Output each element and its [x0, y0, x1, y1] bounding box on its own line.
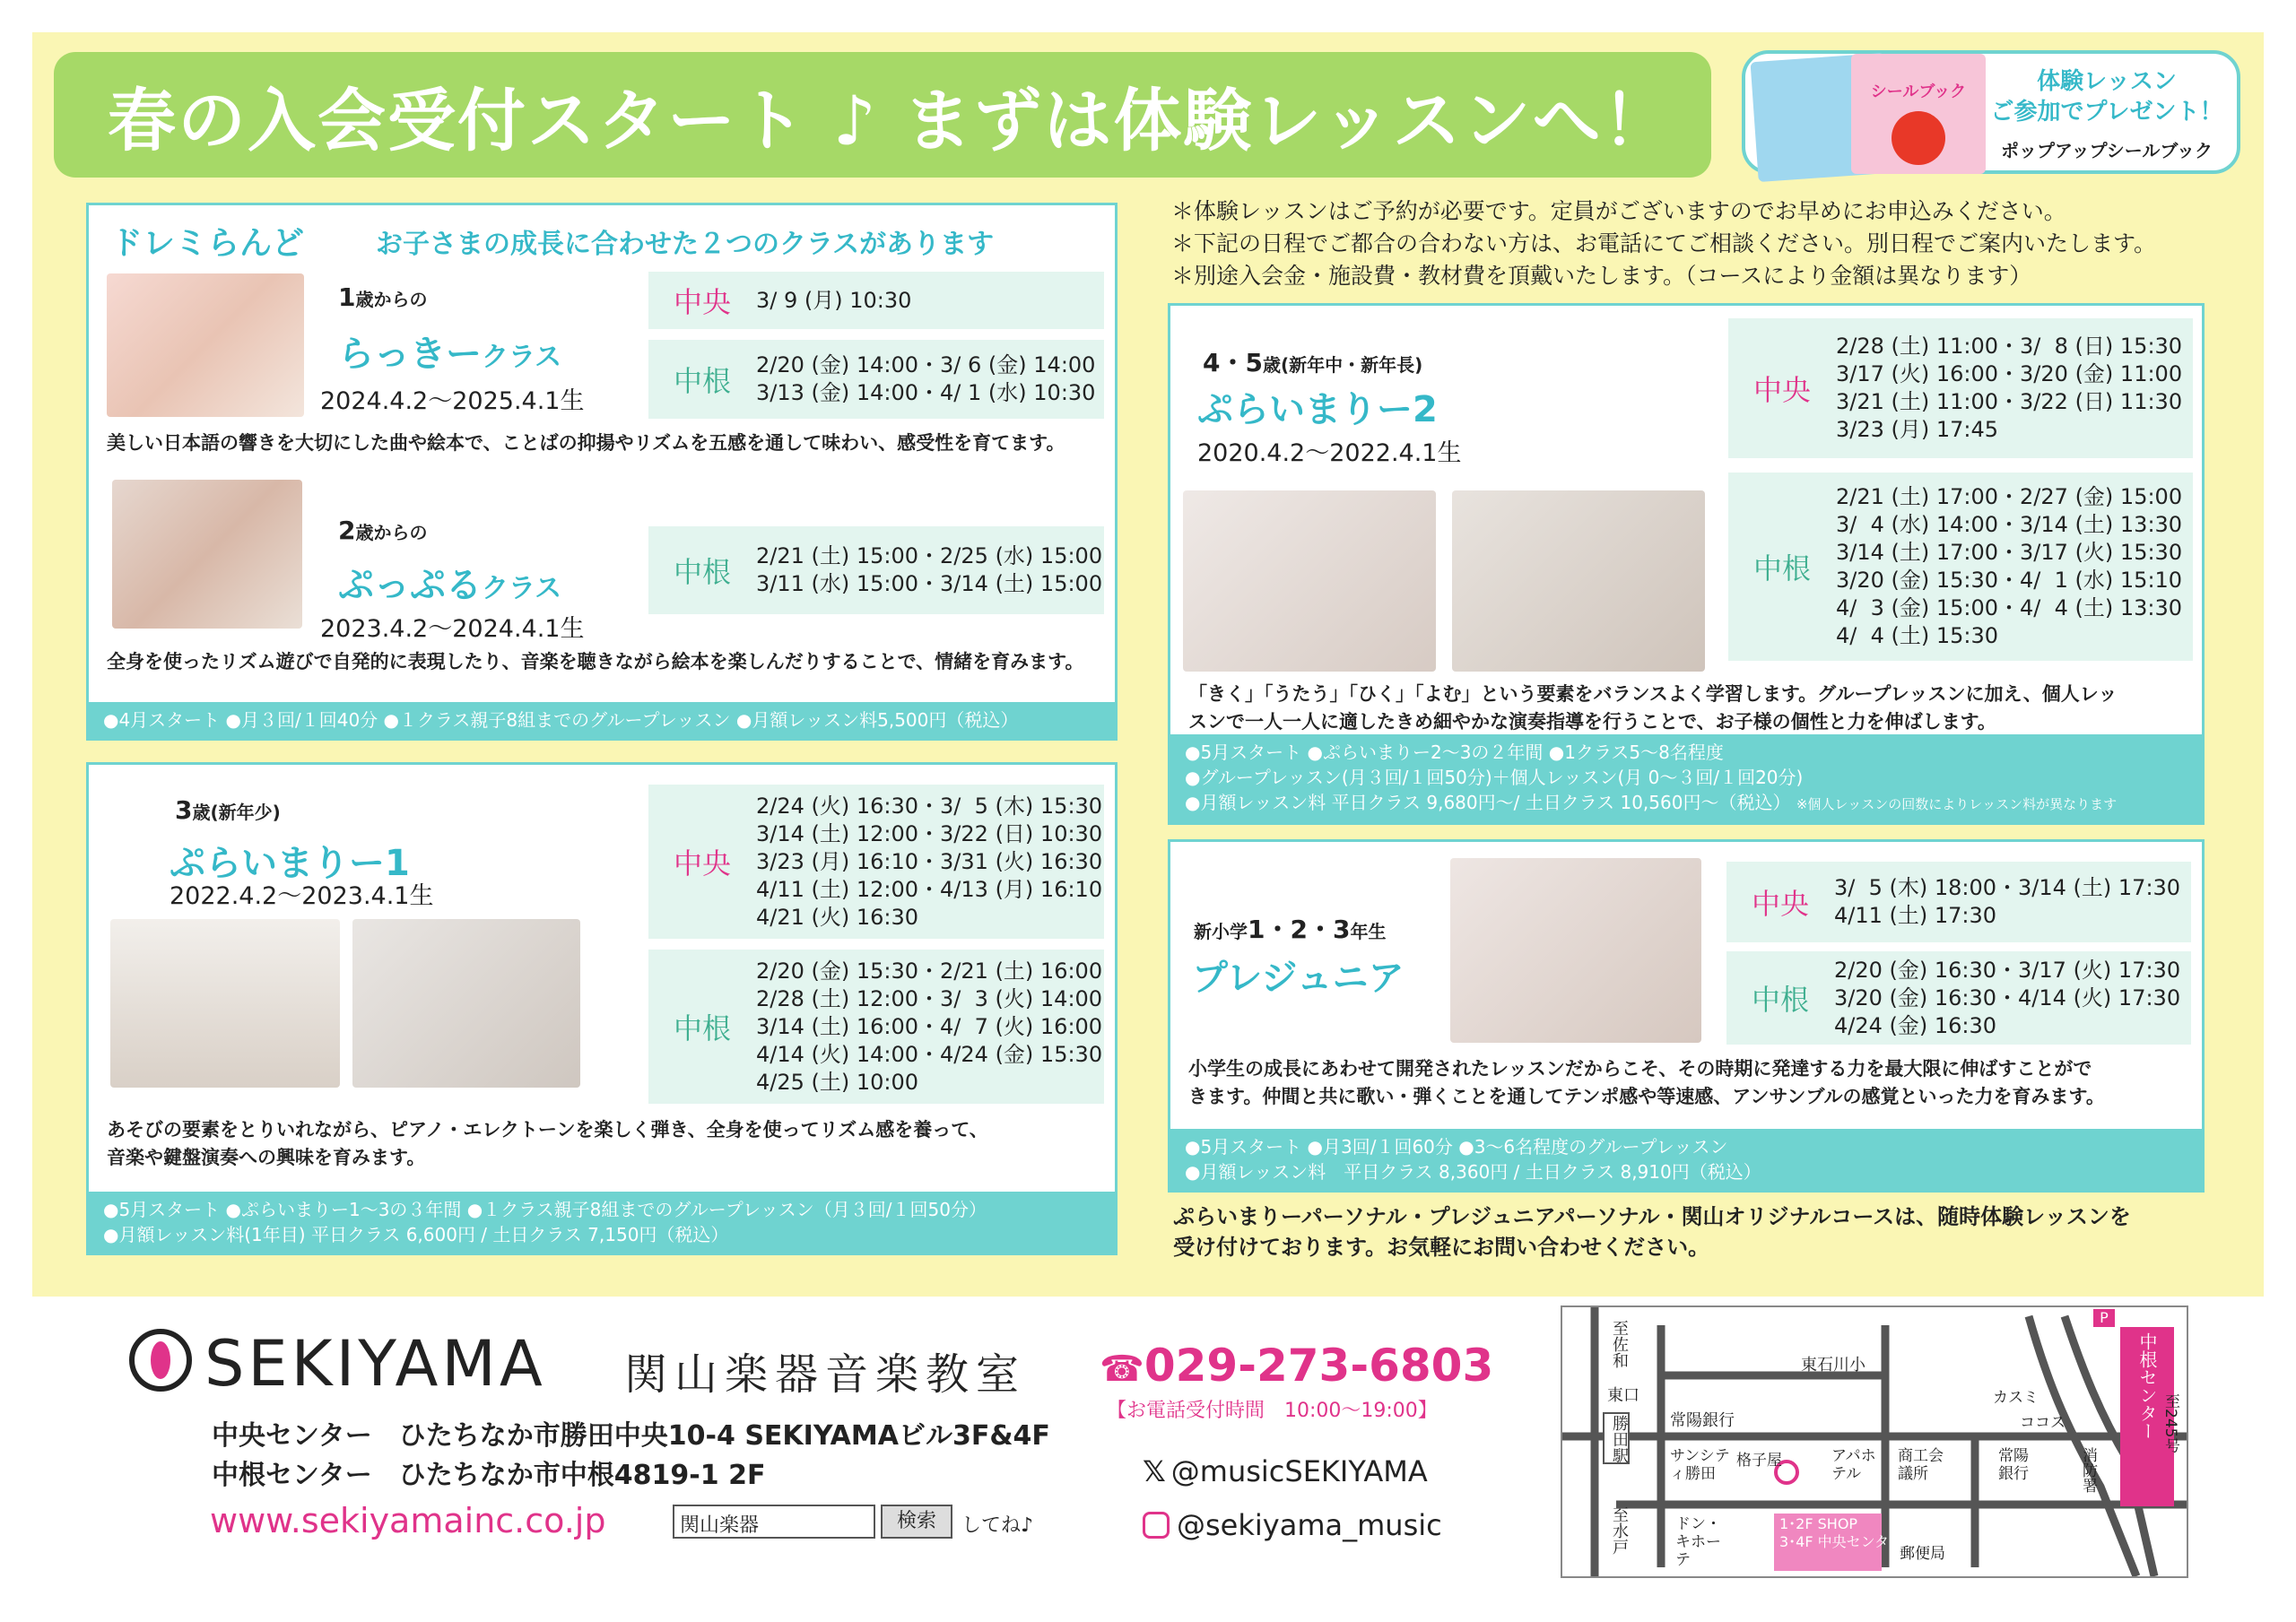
puppuru-desc: 全身を使ったリズム遊びで自発的に表現したり、音楽を聴きながら絵本を楽しんだりすることで、情緒を育みます。 — [107, 651, 1084, 672]
lucky-age: 1歳からの — [338, 282, 428, 312]
pj-footer: ●5月スタート ●月3回/１回60分 ●3〜6名程度のグループレッスン ●月額レッスン料 平日クラス 8,360円 / 土日クラス 8,910円（税込） — [1170, 1129, 2202, 1190]
doremi-footer: ●4月スタート ●月３回/１回40分 ●１クラス親子8組までのグループレッスン ●月額レッスン料5,500円（税込） — [89, 702, 1115, 738]
gift-box — [1742, 50, 2240, 174]
apple-icon — [1892, 111, 1945, 165]
map-kasumi: カスミ — [1993, 1389, 2039, 1407]
lucky-dates-nakane: 2/20 (金) 14:00・3/ 6 (金) 14:00 3/13 (金) 14:00・4/ 1 (水) 10:30 — [756, 352, 1096, 405]
map-shoko: 商工会議所 — [1898, 1447, 1944, 1483]
instagram-account[interactable]: @sekiyama_music — [1143, 1508, 1442, 1542]
map-suncity: サンシティ勝田 — [1670, 1447, 1730, 1483]
lucky-schedule-nakane — [648, 340, 1104, 419]
p2-schedule-nakane — [1728, 473, 2193, 661]
map-cocos: ココス — [2020, 1414, 2066, 1432]
website-link[interactable]: www.sekiyamainc.co.jp — [210, 1501, 606, 1540]
p2-desc: 「きく」「うたう」「ひく」「よむ」という要素をバランスよく学習します。グループレッスンに加え、個人レッ スンで一人一人に適したきめ細やかな演奏指導を行うことで、お子様の個性と力を伸ばします。 — [1188, 683, 2118, 733]
note-3: ＊別途入会金・施設費・教材費を頂戴いたします。（コースにより金額は異なります） — [1171, 263, 2032, 289]
search-button[interactable]: 検索 — [881, 1505, 952, 1539]
puppuru-age: 2歳からの — [338, 516, 428, 545]
p1-footer: ●5月スタート ●ぷらいまりー1〜3の３年間 ●１クラス親子8組までのグループレッスン（月３回/１回50分） ●月額レッスン料(1年目) 平日クラス 6,600円 / 土日クラス 7,150円（税込） — [89, 1192, 1115, 1253]
p1-schedule-nakane — [648, 950, 1104, 1104]
p2-schedule-chuo — [1728, 318, 2193, 458]
prejunior-card — [1168, 839, 2205, 1193]
phone-hours: 【お電話受付時間 10:00〜19:00】 — [1107, 1400, 1438, 1422]
center-nakane: 中根センター ひたちなか市中根4819-1 2F — [212, 1460, 766, 1491]
map-donki: ドン・キホーテ — [1675, 1515, 1721, 1569]
photo-puppuru — [112, 480, 302, 629]
brand-name: SEKIYAMA — [204, 1327, 546, 1401]
p2-footer-1: ●5月スタート ●ぷらいまりー2〜3の２年間 ●1クラス5〜8名程度 — [1185, 742, 1724, 763]
access-map — [1561, 1305, 2188, 1578]
p1-age: 3歳(新年少) — [175, 795, 281, 825]
photo-p1-piano — [352, 919, 580, 1088]
pj-age: 新小学1・2・3年生 — [1194, 915, 1387, 944]
puppuru-birth: 2023.4.2〜2024.4.1生 — [320, 615, 585, 643]
loc-label: 中根 — [673, 1011, 731, 1045]
photo-p1-group — [110, 919, 340, 1088]
lucky-dates-chuo: 3/ 9 (月) 10:30 — [756, 287, 912, 313]
lucky-birth: 2024.4.2〜2025.4.1生 — [320, 387, 585, 415]
loc-label: 中央 — [673, 846, 731, 880]
p2-dates-chuo: 2/28 (土) 11:00・3/ 8 (日) 15:30 3/17 (火) 16:00・3/20 (金) 11:00 3/21 (土) 11:00・3/22 (日) 11:30 3/23 (月) 17:45 — [1836, 334, 2183, 442]
p2-footer — [1170, 734, 2202, 822]
doremi-title: ドレミらんど — [110, 225, 305, 262]
loc-label: 中央 — [1752, 373, 1811, 407]
p1-dates-nakane: 2/20 (金) 15:30・2/21 (土) 16:00 2/28 (土) 12:00・3/ 3 (火) 14:00 3/14 (土) 16:00・4/ 7 (火) 16:00 4/14 (火) 14:00・4/24 (金) 15:30 4/25 (土) 10:00 — [756, 958, 1103, 1095]
loc-label: 中根 — [1751, 983, 1809, 1017]
p1-schedule-chuo — [648, 785, 1104, 939]
map-nakane-center: 中根センター — [2136, 1332, 2158, 1440]
map-higashi: 東石川小 — [1801, 1356, 1866, 1375]
gift-text — [1986, 66, 2228, 127]
photo-pj-piano — [1450, 858, 1701, 1043]
map-kooshi: 格子屋 — [1736, 1452, 1782, 1470]
primary2-card — [1168, 303, 2205, 825]
photo-p2-piano — [1183, 490, 1436, 672]
loc-label: 中根 — [673, 364, 731, 398]
center-chuo: 中央センター ひたちなか市勝田中央10-4 SEKIYAMAビル3F&4F — [212, 1420, 1050, 1452]
pj-schedule-chuo — [1726, 862, 2191, 942]
instagram-icon — [1143, 1512, 1170, 1539]
note-2: ＊下記の日程でご都合の合わない方は、お電話にてご相談ください。別日程でご案内いたします。 — [1171, 230, 2157, 256]
pj-class-name: プレジュニア — [1192, 958, 1405, 999]
note-1: ＊体験レッスンはご予約が必要です。定員がございますのでお早めにお申込みください。 — [1171, 198, 2066, 224]
parking-icon: P — [2093, 1309, 2115, 1327]
p2-age: 4・5歳(新年中・新年長) — [1203, 348, 1423, 377]
banner-title: 春の入会受付スタート ♪ まずは体験レッスンへ！ — [108, 80, 1673, 160]
puppuru-class-name: ぷっぷるクラス — [338, 565, 562, 606]
p1-dates-chuo: 2/24 (火) 16:30・3/ 5 (木) 15:30 3/14 (土) 12:00・3/22 (日) 10:30 3/23 (月) 16:10・3/31 (火) 16:30 4/11 (土) 12:00・4/13 (月) 16:10 4/21 (火) 16:30 — [756, 793, 1103, 930]
p1-class-name: ぷらいまりー1 — [170, 843, 410, 884]
p2-birth: 2020.4.2〜2022.4.1生 — [1197, 439, 1462, 467]
book-title: シールブック — [1870, 82, 1967, 101]
search-input[interactable]: 関山楽器 — [673, 1505, 875, 1539]
loc-label: 中央 — [1751, 887, 1809, 921]
phone-icon: ☎ — [1100, 1349, 1144, 1390]
p2-class-name: ぷらいまりー2 — [1197, 389, 1438, 430]
p2-footer-3: ●月額レッスン料 平日クラス 9,680円〜/ 土日クラス 10,560円〜（税込） ※個人レッスンの回数によりレッスン料が異なります — [1185, 792, 2118, 813]
doremi-card — [86, 203, 1118, 741]
lucky-class-name: らっきークラス — [338, 334, 562, 375]
search-suffix: してね♪ — [961, 1514, 1034, 1537]
p2-dates-nakane: 2/21 (土) 17:00・2/27 (金) 15:00 3/ 4 (水) 14:00・3/14 (土) 13:30 3/14 (土) 17:00・3/17 (火) 15:30 3/20 (金) 15:30・4/ 1 (水) 15:10 4/ 3 (金) 15:00・4/ 4 (土) 13:30 4/ 4 (土) 15:30 — [1836, 484, 2183, 648]
pj-schedule-nakane — [1726, 951, 2191, 1045]
phone-number[interactable]: ☎029-273-6803 — [1100, 1340, 1494, 1392]
x-icon: 𝕏 — [1143, 1454, 1166, 1488]
bottom-note: ぷらいまりーパーソナル・プレジュニアパーソナル・関山オリジナルコースは、随時体験レッスンを 受け付けております。お気軽にお問い合わせください。 — [1173, 1204, 2131, 1260]
pj-dates-chuo: 3/ 5 (木) 18:00・3/14 (土) 17:30 4/11 (土) 17:30 — [1834, 875, 2181, 928]
sekiyama-logo-icon — [129, 1329, 192, 1392]
map-joyo: 常陽銀行 — [1670, 1411, 1735, 1430]
school-name: 関山楽器音楽教室 — [624, 1349, 1027, 1400]
loc-label: 中根 — [1752, 551, 1811, 585]
map-higashiguchi: 東口 — [1607, 1386, 1639, 1405]
map-245: 至245号 — [2161, 1393, 2179, 1453]
pj-dates-nakane: 2/20 (金) 16:30・3/17 (火) 17:30 3/20 (金) 16:30・4/14 (火) 17:30 4/24 (金) 16:30 — [1834, 957, 2181, 1038]
x-account[interactable]: 𝕏 @musicSEKIYAMA — [1143, 1454, 1428, 1488]
map-yubin: 郵便局 — [1900, 1545, 1945, 1563]
gift-line2: ご参加でプレゼント！ — [1990, 99, 2223, 126]
loc-label: 中央 — [673, 285, 731, 319]
map-sawa: 至佐和 — [1610, 1320, 1629, 1368]
p1-birth: 2022.4.2〜2023.4.1生 — [170, 882, 434, 910]
loc-label: 中根 — [673, 555, 731, 589]
map-shobo: 消防署 — [2079, 1447, 2097, 1493]
p1-desc: あそびの要素をとりいれながら、ピアノ・エレクトーンを楽しく弾き、全身を使ってリズム感を養って、 音楽や鍵盤演奏への興味を育みます。 — [107, 1119, 988, 1168]
lucky-schedule-chuo — [648, 272, 1104, 329]
header-banner — [54, 52, 1711, 178]
photo-p2-group — [1452, 490, 1705, 672]
pj-desc: 小学生の成長にあわせて開発されたレッスンだからこそ、その時期に発達する力を最大限に伸ばすことがで きます。仲間と共に歌い・弾くことを通してテンポ感や等速感、アンサンブルの感覚といった力を育みます。 — [1188, 1058, 2105, 1107]
map-shop: 1･2F SHOP 3･4F 中央センター — [1779, 1515, 1904, 1550]
lucky-desc: 美しい日本語の響きを大切にした曲や絵本で、ことばの抑揚やリズムを五感を通して味わい、感受性を育てます。 — [107, 432, 1065, 454]
map-katsuta-station: 勝田駅 — [1610, 1415, 1629, 1463]
photo-lucky — [107, 273, 304, 417]
p2-footer-2: ●グループレッスン(月３回/１回50分)＋個人レッスン(月 0〜３回/１回20分) — [1185, 767, 1804, 788]
primary1-card — [86, 762, 1118, 1255]
gift-line1: 体験レッスン — [2037, 68, 2177, 95]
puppuru-dates-nakane: 2/21 (土) 15:00・2/25 (水) 15:00 3/11 (水) 15:00・3/14 (土) 15:00 — [756, 543, 1103, 596]
map-mito: 至水戸 — [1610, 1506, 1629, 1555]
doremi-subtitle: お子さまの成長に合わせた２つのクラスがあります — [376, 229, 995, 260]
notes — [1171, 195, 2156, 292]
gift-caption: ポップアップシールブック — [2001, 140, 2213, 161]
map-apa: アパホテル — [1831, 1447, 1876, 1483]
puppuru-schedule-nakane — [648, 526, 1104, 614]
sticker-book-cover — [1851, 54, 1986, 174]
map-joyo2: 常陽銀行 — [1998, 1447, 2029, 1483]
